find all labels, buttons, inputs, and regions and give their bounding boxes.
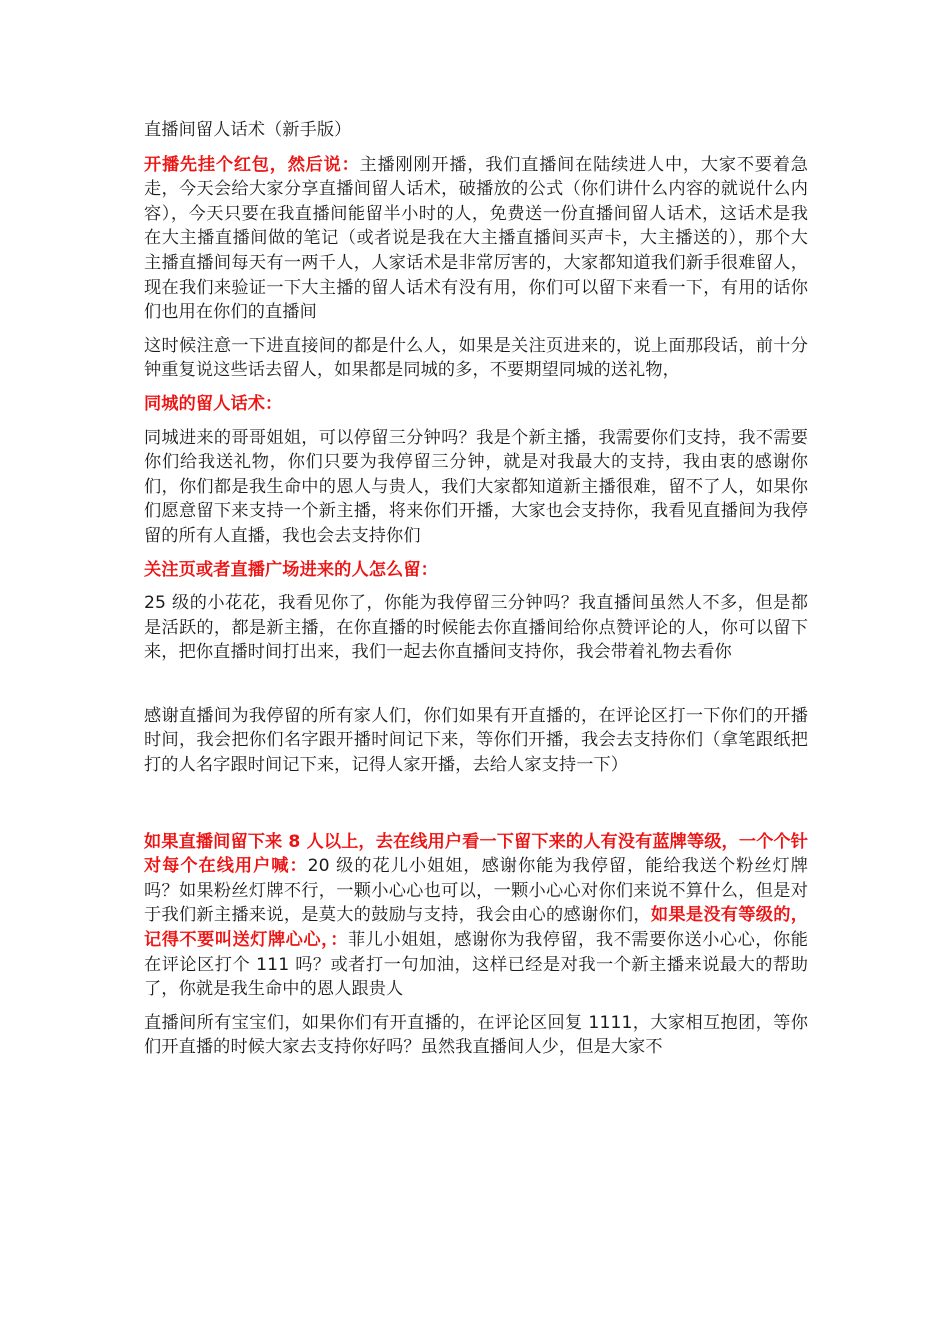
paragraph-thanks-script: 感谢直播间为我停留的所有家人们，你们如果有开直播的，在评论区打一下你们的开播时间，我会把你们名字跟开播时间记下来，等你们开播，我会去支持你们（拿笔跟纸把打的人名字跟时间记下来，记得人家开播，去给人家支持一下） (144, 705, 808, 776)
document-page (144, 118, 808, 1069)
paragraph-online-users (144, 830, 808, 1002)
text-no-level-users-script: 菲儿小姐姐，感谢你为我停留，我不需要你送小心心，你能在评论区打个 111 吗？或者打一句加油，这样已经是对我一个新主播来说最大的帮助了，你就是我生命中的恩人跟贵人 (144, 930, 808, 1000)
text-online-users-script: 20 级的花儿小姐姐，感谢你能为我停留，能给我送个粉丝灯牌吗？如果粉丝灯牌不行，一颗小心心也可以，一颗小心心对你们来说不算什么，但是对于我们新主播来说，是莫大的鼓励与支持，我会由心的感谢你们， (144, 856, 808, 926)
paragraph-local-script: 同城进来的哥哥姐姐，可以停留三分钟吗？我是个新主播，我需要你们支持，我不需要你们给我送礼物，你们只要为我停留三分钟，就是对我最大的支持，我由衷的感谢你们，你们都是我生命中的恩人与贵人，我们大家都知道新主播很难，留不了人，如果你们愿意留下来支持一个新主播，将来你们开播，大家也会支持你，我看见直播间为我停留的所有人直播，我也会去支持你们 (144, 427, 808, 546)
paragraph-group-support: 直播间所有宝宝们，如果你们有开直播的，在评论区回复 1111，大家相互抱团，等你们开直播的时候大家去支持你好吗？虽然我直播间人少，但是大家不 (144, 1012, 808, 1058)
text-opening-script: 主播刚刚开播，我们直播间在陆续进人中，大家不要着急走，今天会给大家分享直播间留人话术，破播放的公式（你们讲什么内容的就说什么内容），今天只要在我直播间能留半小时的人，免费送一份直播间留人话术，这话术是我在大主播直播间做的笔记（或者说是我在大主播直播间买声卡，大主播送的），那个大主播直播间每天有一两千人，人家话术是非常厉害的，大家都知道我们新手很难留人，现在我们来验证一下大主播的留人话术有没有用，你们可以留下来看一下，有用的话你们也用在你们的直播间 (144, 154, 808, 323)
heading-local-script: 同城的留人话术： (144, 393, 283, 414)
heading-opening-red-packet: 开播先挂个红包，然后说： (144, 154, 360, 175)
heading-online-users: 如果直播间留下来 8 人以上，去在线用户看一下留下来的人有没有蓝牌等级，一个个针对每个在线用户喊： (144, 831, 808, 877)
paragraph-audience-note: 这时候注意一下进直接间的都是什么人，如果是关注页进来的，说上面那段话，前十分钟重复说这些话去留人，如果都是同城的多，不要期望同城的送礼物， (144, 335, 808, 381)
heading-no-level-users: 如果是没有等级的，记得不要叫送灯牌心心，： (144, 905, 809, 951)
document-title: 直播间留人话术（新手版） (144, 120, 352, 140)
paragraph-follow-page-script: 25 级的小花花，我看见你了，你能为我停留三分钟吗？我直播间虽然人不多，但是都是活跃的，都是新主播，在你直播的时候能去你直播间给你点赞评论的人，你可以留下来，把你直播时间打出来，我们一起去你直播间支持你，我会带着礼物去看你 (144, 593, 808, 663)
paragraph-opening (144, 153, 808, 325)
heading-follow-page-script: 关注页或者直播广场进来的人怎么留： (144, 559, 438, 580)
